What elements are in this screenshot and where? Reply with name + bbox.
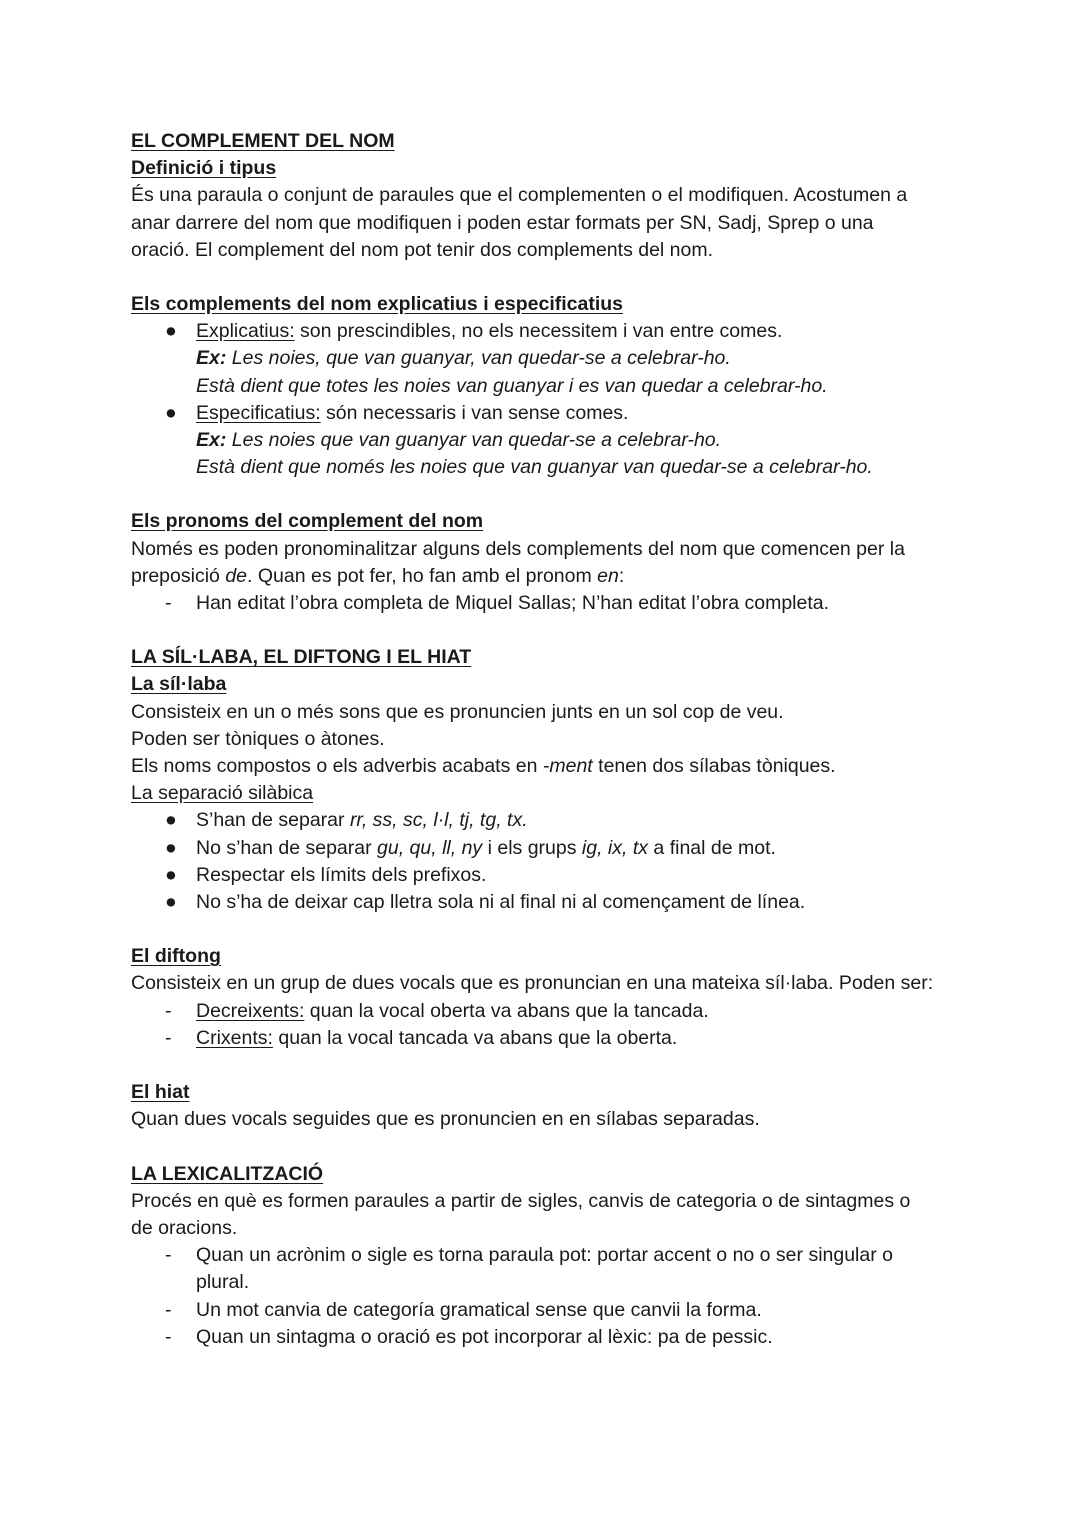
list-item — [131, 400, 951, 427]
dash-list — [131, 590, 951, 617]
dash-list — [131, 1242, 951, 1351]
list-item: - Un mot canvia de categoría gramatical sense que canvii la forma. — [165, 1298, 762, 1321]
para-line: Procés en què es formen paraules a partir de sigles, canvis de categoria o de sintagmes o — [131, 1189, 911, 1212]
term-text: són necessaris i van sense comes. — [320, 401, 629, 424]
subheading-explicatius-especificatius: Els complements del nom explicatius i especificatius — [131, 293, 624, 316]
note-text: Està dient que totes les noies van guanyar i es van quedar a celebrar-ho. — [196, 374, 828, 397]
example-text: Les noies que van guanyar van quedar-se a celebrar-ho. — [226, 429, 722, 452]
example-line — [131, 345, 951, 372]
subheading-sillaba: La síl·laba — [131, 673, 227, 696]
subheading-diftong: El diftong — [131, 945, 221, 968]
para-line: anar darrere del nom que modifiquen i poden estar formats per SN, Sadj, Sprep o una — [131, 211, 874, 234]
list-item — [131, 318, 951, 345]
subheading-separacio: La separació silàbica — [131, 782, 314, 805]
bullet-list — [131, 318, 951, 481]
para-line: Poden ser tòniques o àtones. — [131, 727, 385, 750]
list-item: ● No s’ha de deixar cap lletra sola ni al final ni al començament de línea. — [165, 891, 806, 914]
subheading-definicio: Definició i tipus — [131, 157, 277, 180]
list-item: - Quan un sintagma o oració es pot incorporar al lèxic: pa de pessic. — [165, 1325, 773, 1348]
para-line: preposició de. Quan es pot fer, ho fan amb el pronom en: — [131, 564, 625, 587]
list-item: - Quan un acrònim o sigle es torna paraula pot: portar accent o no o ser singular o plural. — [165, 1244, 893, 1294]
para-line: És una paraula o conjunt de paraules que el complementen o el modifiquen. Acostumen a — [131, 184, 908, 207]
para-line: de oracions. — [131, 1216, 238, 1239]
document-page — [131, 128, 951, 1351]
section-title-sillaba: LA SÍL·LABA, EL DIFTONG I EL HIAT — [131, 646, 472, 669]
list-item: ● S’han de separar rr, ss, sc, l·l, tj, tg, tx. — [165, 809, 528, 832]
para-line: Consisteix en un grup de dues vocals que es pronuncian en una mateixa síl·laba. Poden ser: — [131, 972, 934, 995]
example-label: Ex: — [196, 429, 227, 452]
bullet-list — [131, 807, 951, 916]
note-text: Està dient que només les noies que van guanyar van quedar-se a celebrar-ho. — [196, 456, 873, 479]
list-item: ● Respectar els límits dels prefixos. — [165, 863, 487, 886]
para-line: Els noms compostos o els adverbis acabats en -ment tenen dos sílabas tòniques. — [131, 755, 836, 778]
section-title-complement-nom: EL COMPLEMENT DEL NOM — [131, 130, 395, 152]
note-line — [131, 454, 951, 481]
example-label: Ex: — [196, 347, 227, 370]
section-title-lexicalitzacio: LA LEXICALITZACIÓ — [131, 1162, 324, 1185]
note-line — [131, 373, 951, 400]
term-label: Especificatius: — [196, 401, 321, 424]
bullet-marker: ● — [165, 320, 177, 343]
list-item: - Crixents: quan la vocal tancada va abans que la oberta. — [165, 1026, 678, 1049]
example-text: Les noies, que van guanyar, van quedar-se a celebrar-ho. — [226, 347, 731, 370]
subheading-pronoms: Els pronoms del complement del nom — [131, 510, 484, 533]
list-item: - Decreixents: quan la vocal oberta va abans que la tancada. — [165, 999, 709, 1022]
example-line — [131, 427, 951, 454]
bullet-marker: ● — [165, 401, 177, 424]
para-line: Quan dues vocals seguides que es pronuncien en en sílabas separadas. — [131, 1108, 760, 1131]
subheading-hiat: El hiat — [131, 1081, 190, 1104]
dash-list — [131, 998, 951, 1052]
para-line: Consisteix en un o més sons que es pronuncien junts en un sol cop de veu. — [131, 700, 784, 723]
term-text: son prescindibles, no els necessitem i van entre comes. — [294, 320, 783, 343]
list-item: - Han editat l’obra completa de Miquel Sallas; N’han editat l’obra completa. — [131, 590, 951, 617]
dash-marker: - — [165, 592, 172, 615]
term-label: Explicatius: — [196, 320, 295, 343]
para-line: Només es poden pronominalitzar alguns dels complements del nom que comencen per la — [131, 537, 905, 560]
list-item: ● No s’han de separar gu, qu, ll, ny i els grups ig, ix, tx a final de mot. — [165, 836, 776, 859]
para-line: oració. El complement del nom pot tenir dos complements del nom. — [131, 238, 714, 261]
